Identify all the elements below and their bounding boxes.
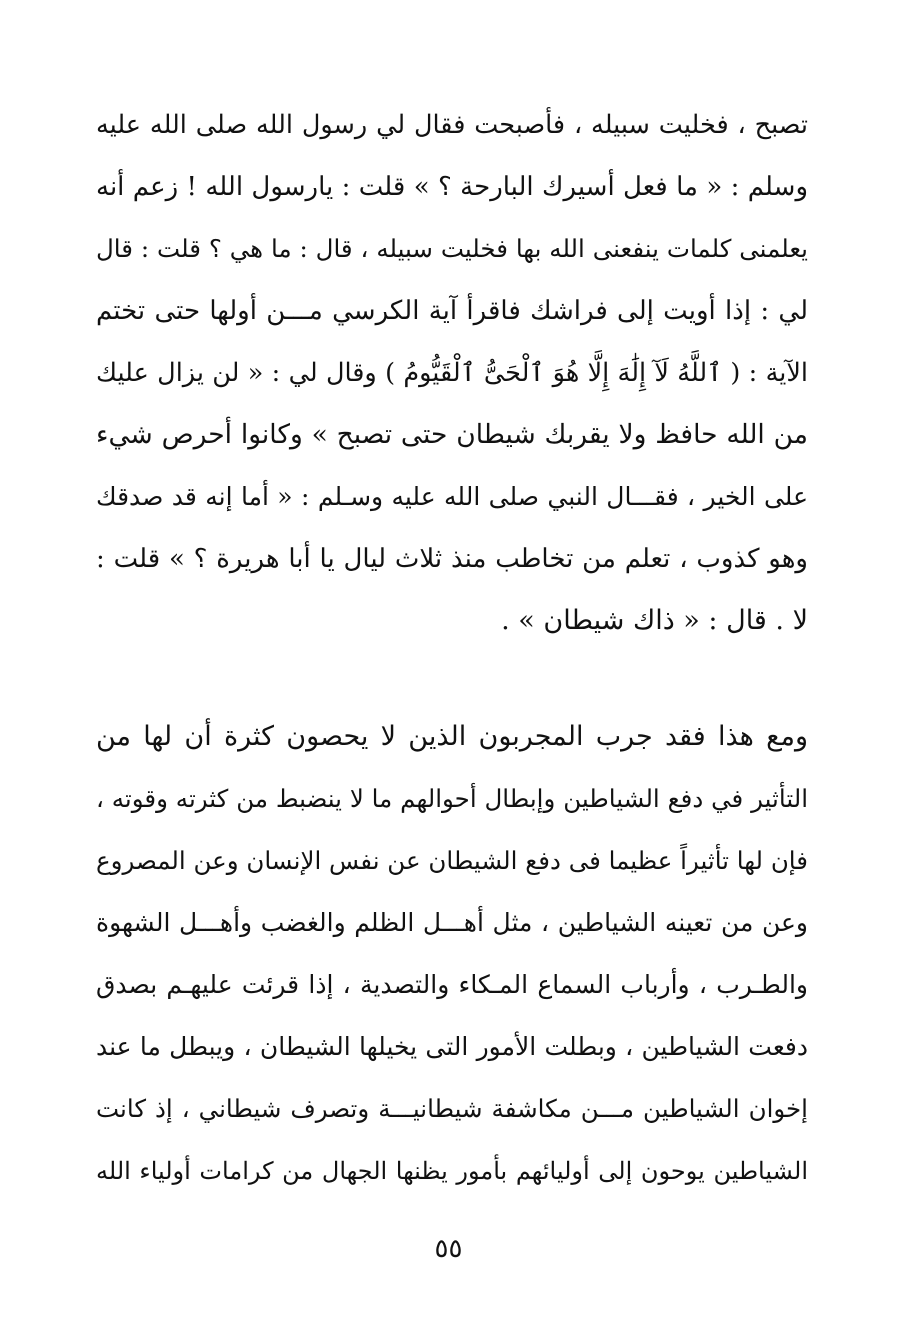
text-line: وعن من تعينه الشياطين ، مثل أهـــل الظلم والغضب وأهـــل الشهوة [96, 908, 808, 937]
text-line: على الخير ، فقـــال النبي صلى الله عليه وسـلم : « أما إنه قد صدقك [96, 482, 808, 511]
text-line: وهو كذوب ، تعلم من تخاطب منذ ثلاث ليال يا أبا هريرة ؟ » قلت : [96, 544, 808, 574]
text-line: لي : إذا أويت إلى فراشك فاقرأ آية الكرسي مـــن أولها حتى تختم [96, 296, 808, 326]
text-line: والطـرب ، وأرباب السماع المـكاء والتصدية ، إذا قرئت عليهـم بصدق [96, 970, 808, 999]
text-line: إخوان الشياطين مـــن مكاشفة شيطانيـــة وتصرف شيطاني ، إذ كانت [96, 1094, 808, 1123]
text-line: التأثير في دفع الشياطين وإبطال أحوالهم ما لا ينضبط من كثرته وقوته ، [96, 784, 808, 813]
text-line: ومع هذا فقد جرب المجربون الذين لا يحصون كثرة أن لها من [96, 721, 808, 752]
page-number: ٥٥ [434, 1234, 463, 1264]
text-line: تصبح ، فخليت سبيله ، فأصبحت فقال لي رسول الله صلى الله عليه [96, 110, 808, 140]
text-line: من الله حافظ ولا يقربك شيطان حتى تصبح » وكانوا أحرص شيء [96, 419, 808, 450]
quran-verse-line: الآية : ( ٱللَّهُ لَآ إِلَٰهَ إِلَّا هُوَ ٱلْحَىُّ ٱلْقَيُّومُ ) وقال لي : « لن يزال عليك [96, 358, 808, 388]
text-line: وسلم : « ما فعل أسيرك البارحة ؟ » قلت : يارسول الله ! زعم أنه [96, 172, 808, 202]
text-line: دفعت الشياطين ، وبطلت الأمور التى يخيلها الشيطان ، ويبطل ما عند [96, 1032, 808, 1061]
text-line: الشياطين يوحون إلى أوليائهم بأمور يظنها الجهال من كرامات أولياء الله [96, 1157, 808, 1185]
text-line: يعلمنى كلمات ينفعنى الله بها فخليت سبيله ، قال : ما هي ؟ قلت : قال [96, 234, 808, 263]
paragraph-2 [96, 706, 808, 1202]
paragraph-1 [96, 94, 808, 652]
text-line: فإن لها تأثيراً عظيما فى دفع الشيطان عن نفس الإنسان وعن المصروع [96, 846, 808, 875]
text-line: لا . قال : « ذاك شيطان » . [501, 605, 808, 636]
